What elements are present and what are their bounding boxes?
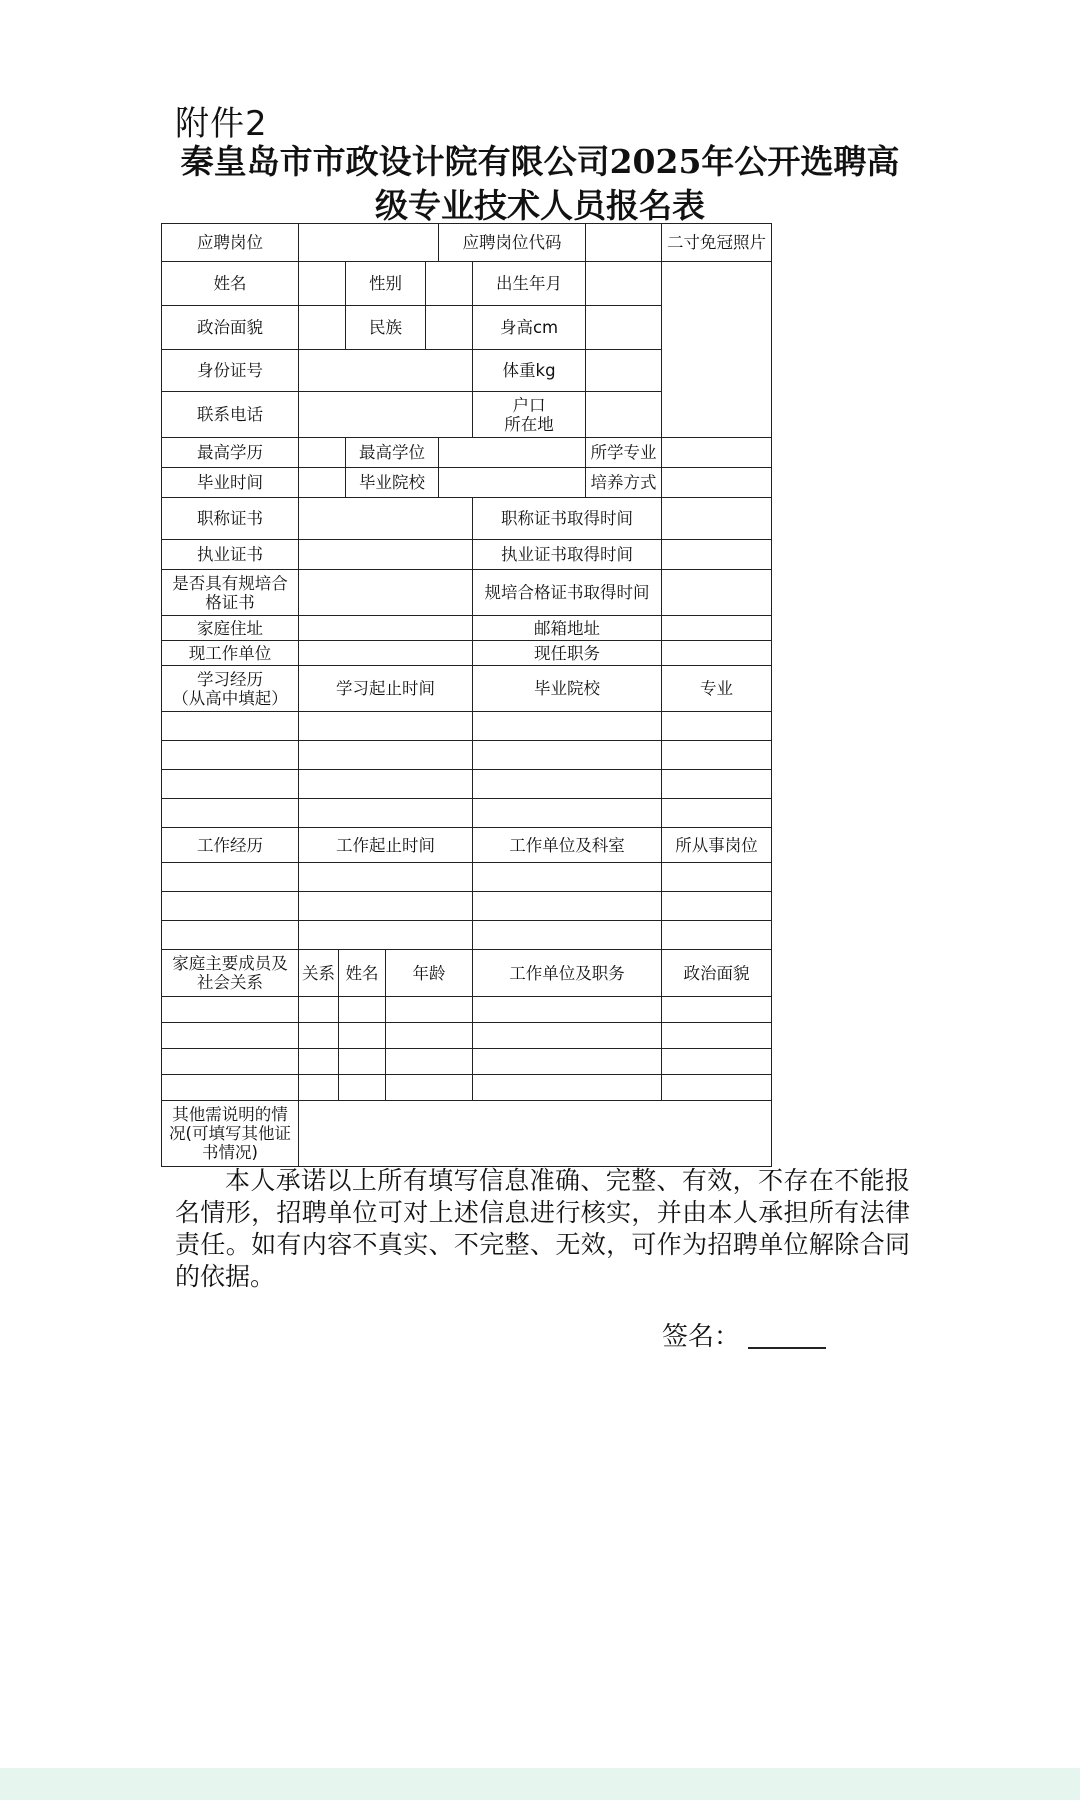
form-title-line-2: 级专业技术人员报名表 — [375, 186, 705, 225]
row-work-header — [162, 828, 772, 863]
current-post-input[interactable] — [662, 641, 772, 666]
residency-cert-label-line-2: 格证书 — [205, 592, 255, 612]
family-cell[interactable] — [162, 1023, 299, 1049]
residency-cert-input[interactable] — [299, 570, 473, 616]
study-cell[interactable] — [299, 712, 473, 741]
family-relation-header: 关系 — [299, 950, 339, 997]
family-cell[interactable] — [662, 1049, 772, 1075]
study-row — [162, 799, 772, 828]
degree-input[interactable] — [439, 438, 586, 468]
photo-label: 二寸免冠照片 — [662, 224, 772, 262]
study-period-header: 学习起止时间 — [299, 666, 473, 712]
study-cell[interactable] — [299, 799, 473, 828]
training-mode-input[interactable] — [662, 468, 772, 498]
study-history-label — [162, 666, 299, 712]
pledge-text: 本人承诺以上所有填写信息准确、完整、有效，不存在不能报名情形，招聘单位可对上述信息进行核实，并由本人承担所有法律责任。如有内容不真实、不完整、无效，可作为招聘单位解除合同的依据。 — [175, 1166, 910, 1291]
practice-cert-time-label: 执业证书取得时间 — [473, 540, 662, 570]
row-name — [162, 262, 772, 306]
row-study-header — [162, 666, 772, 712]
family-cell[interactable] — [162, 997, 299, 1023]
row-other — [162, 1101, 772, 1167]
row-position — [162, 224, 772, 262]
work-unit-header: 工作单位及科室 — [473, 828, 662, 863]
row-address — [162, 616, 772, 641]
attachment-label: 附件2 — [175, 104, 268, 144]
row-practice-cert — [162, 540, 772, 570]
gender-label: 性别 — [346, 262, 426, 306]
family-cell[interactable] — [662, 1075, 772, 1101]
family-label-line-2: 社会关系 — [197, 973, 263, 992]
family-cell[interactable] — [473, 997, 662, 1023]
gender-input[interactable] — [426, 262, 473, 306]
work-cell[interactable] — [662, 863, 772, 892]
work-row — [162, 863, 772, 892]
work-cell[interactable] — [662, 921, 772, 950]
birth-label: 出生年月 — [473, 262, 586, 306]
graduation-school-input[interactable] — [439, 468, 586, 498]
family-row — [162, 1075, 772, 1101]
position-label: 应聘岗位 — [162, 224, 299, 262]
family-cell[interactable] — [299, 997, 339, 1023]
title-cert-time-label: 职称证书取得时间 — [473, 498, 662, 540]
study-cell[interactable] — [473, 770, 662, 799]
current-employer-label: 现工作单位 — [162, 641, 299, 666]
hukou-label-line-2: 所在地 — [504, 414, 554, 434]
family-row — [162, 997, 772, 1023]
training-mode-label: 培养方式 — [586, 468, 662, 498]
work-period-header: 工作起止时间 — [299, 828, 473, 863]
height-label: 身高cm — [473, 306, 586, 350]
hukou-label-line-1: 户口 — [512, 395, 546, 415]
study-cell[interactable] — [162, 770, 299, 799]
family-cell[interactable] — [339, 1023, 386, 1049]
major-label: 所学专业 — [586, 438, 662, 468]
family-unit-header: 工作单位及职务 — [473, 950, 662, 997]
work-cell[interactable] — [162, 892, 299, 921]
study-cell[interactable] — [162, 712, 299, 741]
family-cell[interactable] — [299, 1075, 339, 1101]
graduation-school-label: 毕业院校 — [346, 468, 439, 498]
signature-line[interactable] — [748, 1347, 826, 1349]
graduation-time-input[interactable] — [299, 468, 346, 498]
work-row — [162, 921, 772, 950]
residency-cert-label-line-1: 是否具有规培合 — [172, 573, 288, 593]
height-input[interactable] — [586, 306, 662, 350]
study-row — [162, 770, 772, 799]
study-cell[interactable] — [162, 799, 299, 828]
row-graduation — [162, 468, 772, 498]
study-cell[interactable] — [299, 741, 473, 770]
family-cell[interactable] — [386, 1023, 473, 1049]
home-address-label: 家庭住址 — [162, 616, 299, 641]
residency-cert-label — [162, 570, 299, 616]
other-label-line-1: 其他需说明的情 — [172, 1105, 288, 1124]
practice-cert-label: 执业证书 — [162, 540, 299, 570]
study-cell[interactable] — [162, 741, 299, 770]
email-label: 邮箱地址 — [473, 616, 662, 641]
position-code-label: 应聘岗位代码 — [439, 224, 586, 262]
current-employer-input[interactable] — [299, 641, 473, 666]
email-input[interactable] — [662, 616, 772, 641]
title-cert-time-input[interactable] — [662, 498, 772, 540]
degree-label: 最高学位 — [346, 438, 439, 468]
name-input[interactable] — [299, 262, 346, 306]
education-input[interactable] — [299, 438, 346, 468]
row-title-cert — [162, 498, 772, 540]
ethnicity-label: 民族 — [346, 306, 426, 350]
position-input[interactable] — [299, 224, 439, 262]
graduation-time-label: 毕业时间 — [162, 468, 299, 498]
ethnicity-input[interactable] — [426, 306, 473, 350]
study-row — [162, 741, 772, 770]
work-cell[interactable] — [662, 892, 772, 921]
family-cell[interactable] — [339, 1049, 386, 1075]
work-cell[interactable] — [473, 892, 662, 921]
phone-label: 联系电话 — [162, 392, 299, 438]
study-cell[interactable] — [662, 741, 772, 770]
major-input[interactable] — [662, 438, 772, 468]
family-cell[interactable] — [473, 1075, 662, 1101]
other-input[interactable] — [299, 1101, 772, 1167]
work-history-label: 工作经历 — [162, 828, 299, 863]
form-title-line-1: 秦皇岛市市政设计院有限公司2025年公开选聘高 — [180, 142, 900, 181]
study-row — [162, 712, 772, 741]
form-title — [160, 140, 920, 228]
study-cell[interactable] — [473, 712, 662, 741]
signature-area — [662, 1316, 826, 1353]
family-cell[interactable] — [386, 1075, 473, 1101]
family-cell[interactable] — [339, 1075, 386, 1101]
work-cell[interactable] — [299, 892, 473, 921]
work-cell[interactable] — [473, 921, 662, 950]
family-name-header: 姓名 — [339, 950, 386, 997]
study-history-label-line-1: 学习经历 — [197, 669, 263, 689]
study-cell[interactable] — [662, 799, 772, 828]
birth-input[interactable] — [586, 262, 662, 306]
study-cell[interactable] — [662, 712, 772, 741]
study-cell[interactable] — [662, 770, 772, 799]
work-cell[interactable] — [162, 863, 299, 892]
family-cell[interactable] — [386, 997, 473, 1023]
work-cell[interactable] — [162, 921, 299, 950]
study-cell[interactable] — [473, 799, 662, 828]
home-address-input[interactable] — [299, 616, 473, 641]
row-education — [162, 438, 772, 468]
family-age-header: 年龄 — [386, 950, 473, 997]
registration-form-table — [161, 223, 772, 1167]
family-cell[interactable] — [299, 1023, 339, 1049]
other-label-line-3: 书情况) — [202, 1143, 258, 1162]
title-cert-input[interactable] — [299, 498, 473, 540]
work-row — [162, 892, 772, 921]
study-major-header: 专业 — [662, 666, 772, 712]
family-cell[interactable] — [162, 1075, 299, 1101]
family-political-header: 政治面貌 — [662, 950, 772, 997]
family-row — [162, 1023, 772, 1049]
hukou-input[interactable] — [586, 392, 662, 438]
practice-cert-time-input[interactable] — [662, 540, 772, 570]
family-cell[interactable] — [339, 997, 386, 1023]
hukou-label — [473, 392, 586, 438]
study-history-label-line-2: （从高中填起） — [172, 688, 288, 708]
other-label — [162, 1101, 299, 1167]
row-employer — [162, 641, 772, 666]
study-cell[interactable] — [473, 741, 662, 770]
family-cell[interactable] — [473, 1049, 662, 1075]
study-school-header: 毕业院校 — [473, 666, 662, 712]
work-cell[interactable] — [473, 863, 662, 892]
practice-cert-input[interactable] — [299, 540, 473, 570]
political-input[interactable] — [299, 306, 346, 350]
photo-box[interactable] — [662, 262, 772, 438]
phone-input[interactable] — [299, 392, 473, 438]
political-label: 政治面貌 — [162, 306, 299, 350]
work-cell[interactable] — [299, 863, 473, 892]
row-residency-cert — [162, 570, 772, 616]
family-label — [162, 950, 299, 997]
work-post-header: 所从事岗位 — [662, 828, 772, 863]
row-family-header — [162, 950, 772, 997]
education-label: 最高学历 — [162, 438, 299, 468]
weight-label: 体重kg — [473, 350, 586, 392]
residency-cert-time-label: 规培合格证书取得时间 — [473, 570, 662, 616]
id-number-label: 身份证号 — [162, 350, 299, 392]
other-label-line-2: 况(可填写其他证 — [169, 1124, 291, 1143]
family-cell[interactable] — [662, 1023, 772, 1049]
id-number-input[interactable] — [299, 350, 473, 392]
family-cell[interactable] — [662, 997, 772, 1023]
family-cell[interactable] — [162, 1049, 299, 1075]
residency-cert-time-input[interactable] — [662, 570, 772, 616]
study-cell[interactable] — [299, 770, 473, 799]
title-cert-label: 职称证书 — [162, 498, 299, 540]
family-cell[interactable] — [299, 1049, 339, 1075]
weight-input[interactable] — [586, 350, 662, 392]
work-cell[interactable] — [299, 921, 473, 950]
current-post-label: 现任职务 — [473, 641, 662, 666]
family-cell[interactable] — [386, 1049, 473, 1075]
family-row — [162, 1049, 772, 1075]
position-code-input[interactable] — [586, 224, 662, 262]
signature-label: 签名： — [662, 1322, 741, 1352]
name-label: 姓名 — [162, 262, 299, 306]
family-label-line-1: 家庭主要成员及 — [172, 954, 288, 973]
family-cell[interactable] — [473, 1023, 662, 1049]
footer-band — [0, 1768, 1080, 1800]
